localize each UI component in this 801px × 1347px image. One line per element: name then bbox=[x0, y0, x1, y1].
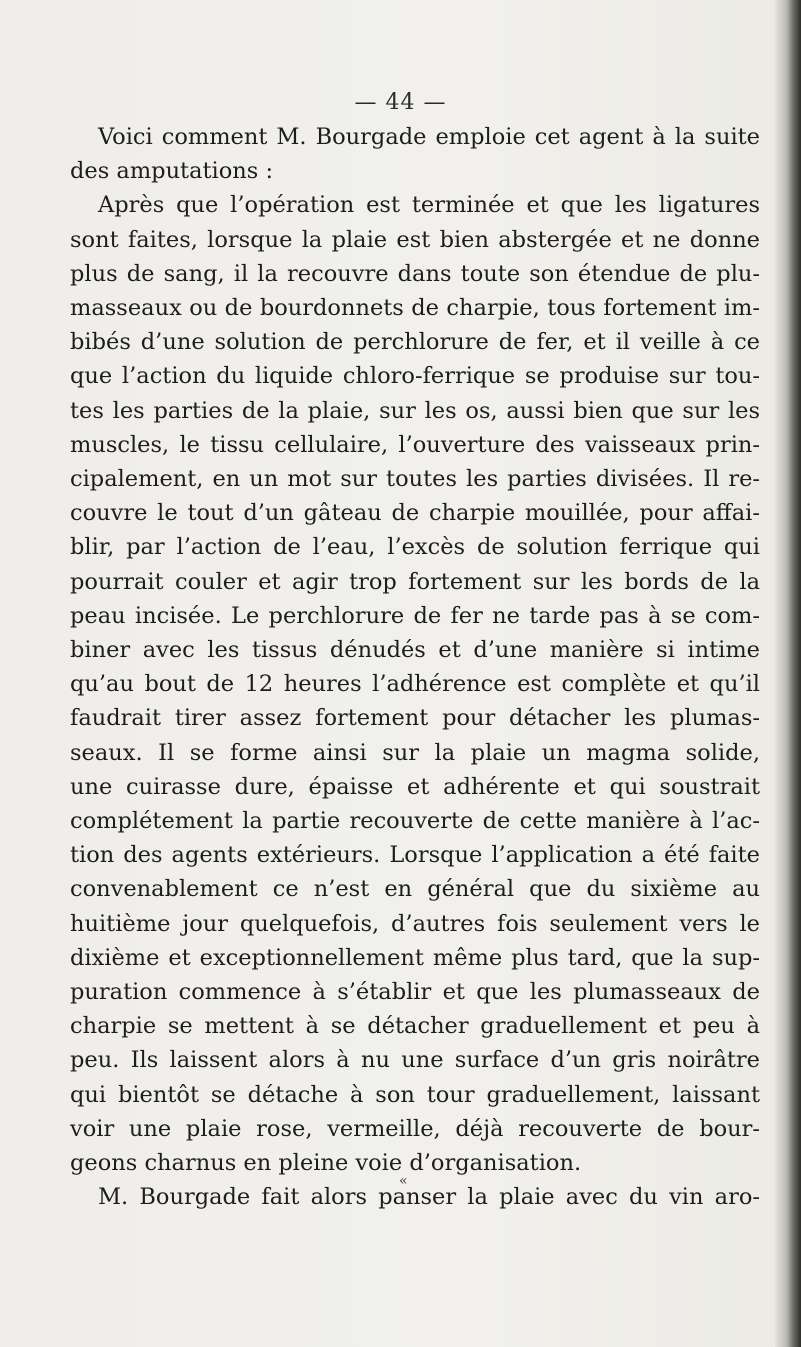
text-line: blir, par l’action de l’eau, l’excès de solution ferrique qui bbox=[70, 534, 760, 561]
text-line: couvre le tout d’un gâteau de charpie mouillée, pour affai- bbox=[70, 500, 760, 527]
text-line: plus de sang, il la recouvre dans toute son étendue de plu- bbox=[70, 260, 760, 287]
text-line: masseaux ou de bourdonnets de charpie, tous fortement im- bbox=[70, 295, 760, 322]
text-line: convenablement ce n’est en général que du sixième au bbox=[70, 876, 760, 903]
text-line: voir une plaie rose, vermeille, déjà recouverte de bour- bbox=[70, 1115, 760, 1142]
text-line: que l’action du liquide chloro-ferrique se produise sur tou- bbox=[70, 363, 760, 390]
text-line: muscles, le tissu cellulaire, l’ouverture des vaisseaux prin- bbox=[70, 431, 760, 458]
page-edge-shadow bbox=[775, 0, 801, 1347]
body-text bbox=[70, 120, 760, 1215]
text-line: cipalement, en un mot sur toutes les parties divisées. Il re- bbox=[70, 466, 760, 493]
text-line: Après que l’opération est terminée et que les ligatures bbox=[98, 192, 760, 219]
text-line: seaux. Il se forme ainsi sur la plaie un magma solide, bbox=[70, 739, 760, 766]
text-line: bibés d’une solution de perchlorure de fer, et il veille à ce bbox=[70, 329, 760, 356]
text-line: M. Bourgade fait alors panser la plaie avec du vin aro- bbox=[98, 1184, 760, 1211]
text-line: complétement la partie recouverte de cette manière à l’ac- bbox=[70, 808, 760, 835]
text-line: huitième jour quelquefois, d’autres fois seulement vers le bbox=[70, 910, 760, 937]
text-line: sont faites, lorsque la plaie est bien abstergée et ne donne bbox=[70, 226, 760, 253]
text-line: peu. Ils laissent alors à nu une surface d’un gris noirâtre bbox=[70, 1047, 760, 1074]
text-line: puration commence à s’établir et que les plumasseaux de bbox=[70, 979, 760, 1006]
text-line: une cuirasse dure, épaisse et adhérente et qui soustrait bbox=[70, 773, 760, 800]
text-line: pourrait couler et agir trop fortement sur les bords de la bbox=[70, 568, 760, 595]
text-line: qui bientôt se détache à son tour graduellement, laissant bbox=[70, 1081, 760, 1108]
text-line: charpie se mettent à se détacher graduellement et peu à bbox=[70, 1013, 760, 1040]
text-line: tes les parties de la plaie, sur les os, aussi bien que sur les bbox=[70, 397, 760, 424]
text-line: des amputations : bbox=[70, 158, 274, 185]
text-line: biner avec les tissus dénudés et d’une manière si intime bbox=[70, 637, 760, 664]
text-line: peau incisée. Le perchlorure de fer ne tarde pas à se com- bbox=[70, 602, 760, 629]
stray-print-mark: « bbox=[399, 1173, 408, 1189]
page-number: — 44 — bbox=[354, 90, 447, 115]
text-line: Voici comment M. Bourgade emploie cet agent à la suite bbox=[98, 124, 760, 150]
text-line: faudrait tirer assez fortement pour détacher les plumas- bbox=[70, 705, 760, 732]
text-line: tion des agents extérieurs. Lorsque l’application a été faite bbox=[70, 842, 760, 869]
text-line: geons charnus en pleine voie d’organisation. bbox=[70, 1150, 582, 1177]
text-line: qu’au bout de 12 heures l’adhérence est complète et qu’il bbox=[70, 671, 760, 698]
text-line: dixième et exceptionnellement même plus tard, que la sup- bbox=[70, 944, 760, 971]
